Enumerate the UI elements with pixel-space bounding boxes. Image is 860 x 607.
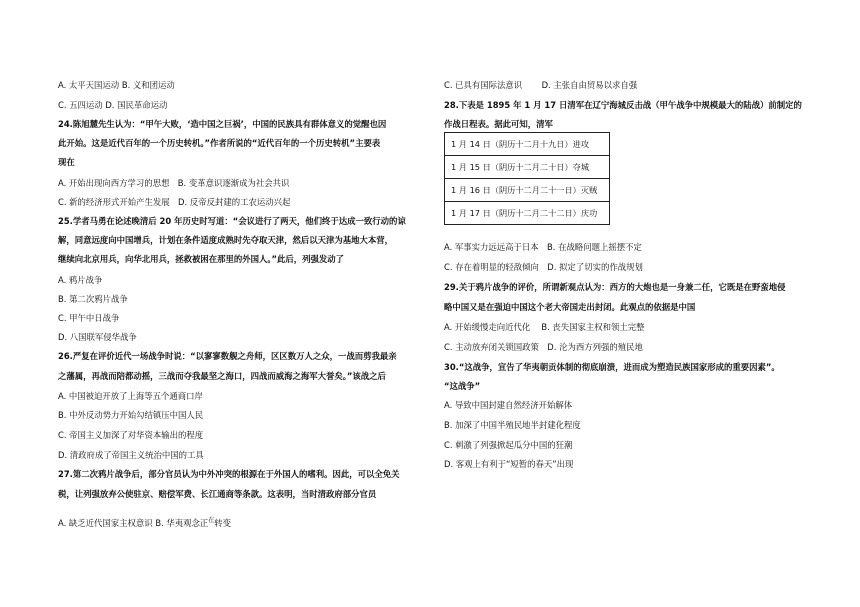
q27-option-cd: C. 已具有国际法意识 D. 主张自由贸易以求自强 <box>444 80 638 90</box>
table-row <box>445 133 610 156</box>
q24-option-cd: C. 新的经济形式开始产生发展 D. 反帝反封建的工农运动兴起 <box>58 197 291 207</box>
q26-option-c: C. 帝国主义加深了对华资本输出的程度 <box>58 430 204 440</box>
q25-stem-line1: 25.学者马勇在论述晚清后 20 年历史时写道：“会议进行了两天，他们终于达成一致行动的谅 <box>58 216 406 226</box>
q30-option-a: A. 导致中国封建自然经济开始解体 <box>444 400 573 410</box>
q25-option-c: C. 甲午中日战争 <box>58 313 120 323</box>
q27-option-ab-text: A. 缺乏近代国家主权意识 B. 华夷观念正 <box>58 518 209 528</box>
q25-option-a: A. 鸦片战争 <box>58 275 103 285</box>
q26-option-b: B. 中外反动势力开始勾结镇压中国人民 <box>58 410 204 420</box>
q27-option-ab <box>58 515 231 529</box>
q29-stem-line1: 29.关于鸦片战争的评价，所谓新观点认为：西方的大炮也是一身兼二任，它既是在野蛮地侵 <box>444 282 786 292</box>
q29-option-cd: C. 主动放弃闭关锁国政策 D. 沦为西方列强的殖民地 <box>444 342 643 352</box>
q27-option-tail: 转变 <box>214 518 232 528</box>
q30-option-d: D. 客观上有利于“短暂的春天”出现 <box>444 459 574 469</box>
q30-option-c: C. 刺激了列强掀起瓜分中国的狂潮 <box>444 440 573 450</box>
q28-stem-line2: 作战日程表。据此可知，清军 <box>444 119 553 129</box>
q27-option-sup: 在 <box>208 517 215 524</box>
table-cell: 1 月 17 日（阴历十二月二十二日）庆功 <box>445 202 610 225</box>
table-row <box>445 156 610 179</box>
q25-option-b: B. 第二次鸦片战争 <box>58 294 128 304</box>
q30-stem-line1: 30.“这战争，宣告了华夷朝贡体制的彻底崩溃，进而成为塑造民族国家形成的重要因素”。 <box>444 362 780 372</box>
table-cell: 1 月 15 日（阴历十二月二十日）夺城 <box>445 156 610 179</box>
q23-option-cd: C. 五四运动 D. 国民革命运动 <box>58 100 168 110</box>
q25-stem-line3: 继续向北京用兵，向华北用兵，拯救被困在那里的外国人。”此后，列强发动了 <box>58 254 345 264</box>
q30-stem-line2: “这战争” <box>444 381 481 391</box>
q26-option-a: A. 中国被迫开放了上海等五个通商口岸 <box>58 391 203 401</box>
q30-option-b: B. 加深了中国半殖民地半封建化程度 <box>444 420 581 430</box>
q23-option-ab: A. 太平天国运动 B. 义和团运动 <box>58 80 175 90</box>
q29-option-ab: A. 开始缓慢走向近代化 B. 丧失国家主权和领土完整 <box>444 322 645 332</box>
q25-stem-line2: 解，同意远度向中国增兵，计划在条件适度成熟时先夺取天津，然后以天津为基地大本营， <box>58 235 393 245</box>
q24-option-ab: A. 开始出现向西方学习的思想 B. 变革意识逐渐成为社会共识 <box>58 178 290 188</box>
q25-option-d: D. 八国联军侵华战争 <box>58 332 137 342</box>
q27-stem-line2: 税，让列强放弃公使驻京、赔偿军费、长江通商等条款。这表明，当时清政府部分官员 <box>58 489 377 499</box>
table-row <box>445 202 610 225</box>
q26-stem-line2: 之藩属，再战而陪都动摇，三战而夺我最坚之海口，四战而威海之海军大誉矣。”该战之后 <box>58 371 386 381</box>
q28-stem-line1: 28.下表是 1895 年 1 月 17 日清军在辽宁海城反击战（甲午战争中规模最大的陆战）前制定的 <box>444 100 802 110</box>
q24-stem-line2: 此开始。这是近代百年的一个历史转机。”作者所说的“近代百年的一个历史转机”主要表 <box>58 138 381 148</box>
q24-stem-line3: 现在 <box>58 157 75 167</box>
q28-option-ab: A. 军事实力远远高于日本 B. 在战略问题上摇摆不定 <box>444 242 642 252</box>
q27-stem-line1: 27.第二次鸦片战争后，部分官员认为中外冲突的根源在于外国人的嗜利。因此，可以全免关 <box>58 469 400 479</box>
battle-schedule-table <box>444 132 610 225</box>
table-cell: 1 月 14 日（阴历十二月十九日）进攻 <box>445 133 610 156</box>
q26-option-d: D. 清政府成了帝国主义统治中国的工具 <box>58 450 204 460</box>
table-cell: 1 月 16 日（阴历十二月二十一日）灭贼 <box>445 179 610 202</box>
table-row <box>445 179 610 202</box>
q28-option-cd: C. 存在着明显的轻敌倾向 D. 拟定了切实的作战规划 <box>444 262 643 272</box>
q29-stem-line2: 略中国又是在强迫中国这个老大帝国走出封闭。此观点的依据是中国 <box>444 302 696 312</box>
q24-stem-line1: 24.陈旭麓先生认为：“甲午大败，‘造中国之巨祸’，中国的民族具有群体意义的觉醒也因 <box>58 119 387 129</box>
q26-stem-line1: 26.严复在评价近代一场战争时说：“以寥寥数舰之舟师，区区数万人之众，一战而剪我最亲 <box>58 351 397 361</box>
